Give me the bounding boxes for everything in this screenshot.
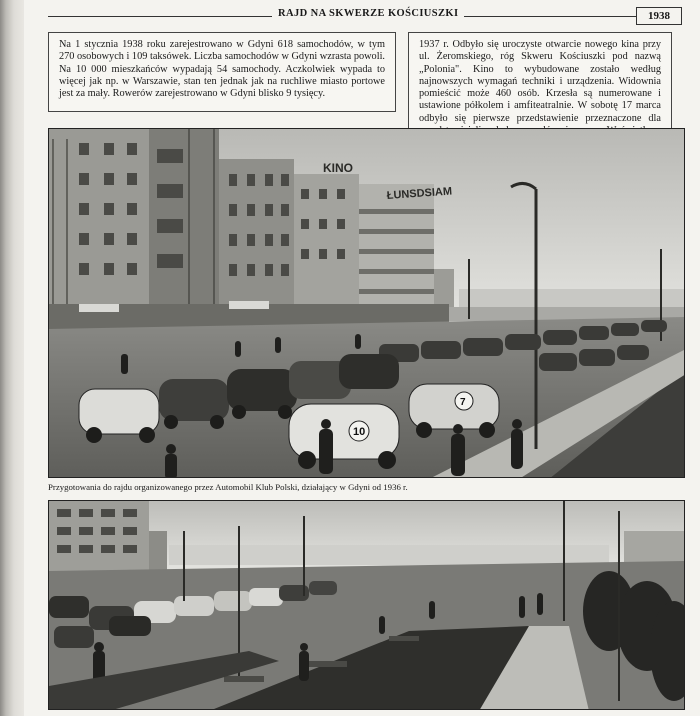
kino-sign: KINO [323, 161, 353, 175]
car-statistics-textbox: Na 1 stycznia 1938 roku zarejestrowano w Gdyni 618 samochodów, w tym 270 osobowych i 109 taksówek. Liczba samochodów w Gdyni wzrasta powoli. Na 10 000 mieszkańców wypadają 54 samochody. Aczkolwiek wypada to więcej jak np. w Warszawie, stan ten jednak jak na ruchliwe miasto portowe jest za mały. Rowerów zarejestrowano w Gdyni blisko 9 tysięcy. [48, 32, 396, 112]
running-header-title: RAJD NA SKWERZE KOŚCIUSZKI [272, 8, 464, 19]
square-photo-bottom [48, 500, 685, 710]
rally-photo-top [48, 128, 685, 478]
rally-car-number-10: 10 [353, 426, 366, 438]
rally-car-number-7: 7 [460, 397, 466, 408]
building-sign: ŁUNSDSIAM [386, 185, 453, 202]
page-binding-shadow [0, 0, 24, 716]
cinema-polonia-textbox: 1937 r. Odbyło się uroczyste otwarcie nowego kina przy ul. Żeromskiego, róg Skweru Kościuszki pod nazwą „Polonia". Kino to wybudowane zostało według najnowszych wymagań techniki i urządzenia. Widownia pomieścić może 460 osób. Krzesła są numerowane i ustawione półkolem i amfiteatralnie. W sobotę 17 marca odbyło się pierwsze przedstawienie przeznaczone dla [408, 32, 672, 162]
photo-caption: Przygotowania do rajdu organizowanego przez Automobil Klub Polski, działający w Gdyni od 1936 r. [48, 482, 408, 492]
header-year-box: 1938 [636, 7, 682, 25]
sea [169, 545, 609, 565]
